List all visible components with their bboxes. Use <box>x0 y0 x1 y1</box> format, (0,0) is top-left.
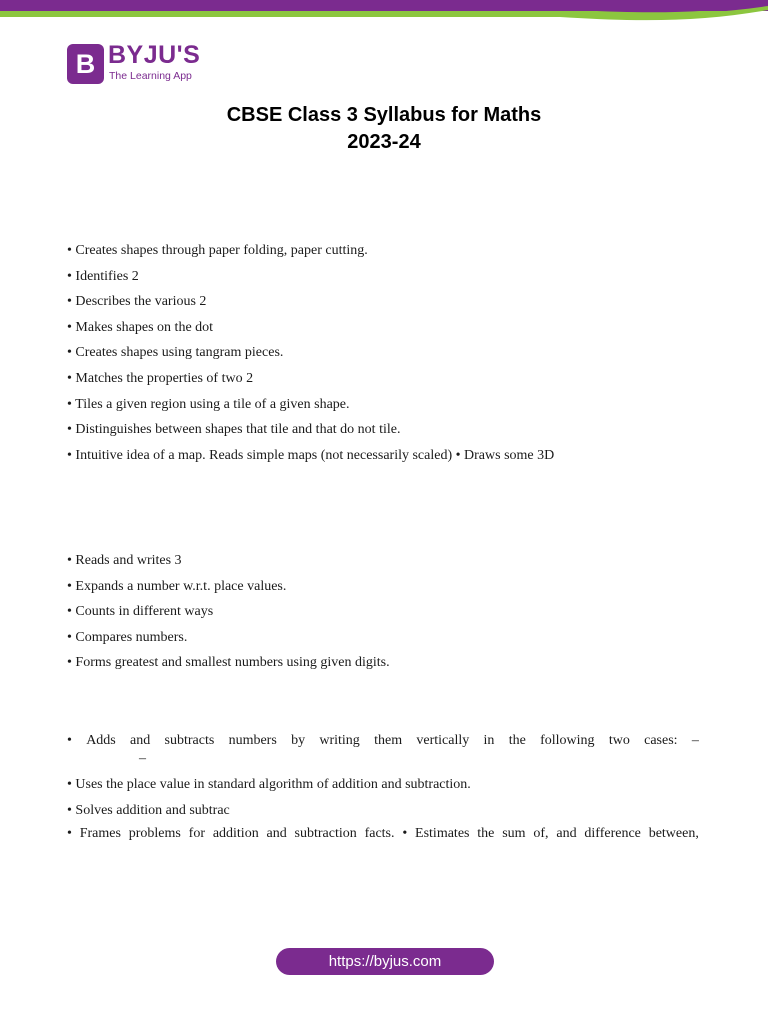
word: numbers <box>228 733 277 748</box>
list-item: • Creates shapes using tangram pieces. <box>67 345 284 361</box>
word: Frames <box>79 826 121 841</box>
word: problems <box>128 826 181 841</box>
list-item: • Creates shapes through paper folding, paper cutting. <box>67 243 368 258</box>
list-item: • Describes the various 2 <box>67 294 207 310</box>
list-item: • Identifies 2 <box>67 268 139 284</box>
header-decorative-band <box>0 0 768 28</box>
word: writing <box>319 733 360 748</box>
footer-website-link[interactable] <box>276 948 494 975</box>
addition-first-line <box>67 731 699 751</box>
word: two <box>608 733 630 748</box>
logo-tagline: The Learning App <box>109 70 192 82</box>
list-item: • Counts in different ways <box>67 604 214 620</box>
page-title-line-1: CBSE Class 3 Syllabus for Maths <box>226 104 542 126</box>
list-item: • Matches the properties of two 2 <box>67 370 254 386</box>
list-item: • Compares numbers. <box>67 629 188 645</box>
word: – <box>691 733 699 748</box>
list-item: • Reads and writes 3 <box>67 553 182 568</box>
word: subtraction <box>294 826 357 841</box>
addition-outcomes-list <box>67 772 471 823</box>
word: for <box>188 826 205 841</box>
page-title <box>0 102 768 156</box>
word: • <box>67 826 72 841</box>
word: in <box>483 733 495 748</box>
word: Adds <box>86 733 116 748</box>
list-item: • Intuitive idea of a map. Reads simple maps (not necessarily scaled) • Draws some 3D <box>67 447 555 463</box>
word: addition <box>212 826 259 841</box>
word: and <box>266 826 287 841</box>
word: and <box>556 826 577 841</box>
word: subtracts <box>164 733 215 748</box>
word: cases: <box>644 733 678 748</box>
word: following <box>540 733 595 748</box>
geometry-outcomes-list <box>67 238 554 468</box>
footer-url-text: https://byjus.com <box>328 953 442 970</box>
logo-mark-letter: B <box>75 48 96 79</box>
list-item: • Uses the place value in standard algorithm of addition and subtraction. <box>67 777 471 792</box>
logo-wordmark: BYJU'S <box>108 41 201 69</box>
word: difference <box>584 826 641 841</box>
list-item: • Makes shapes on the dot <box>67 319 214 335</box>
list-item: • Expands a number w.r.t. place values. <box>67 578 287 594</box>
addition-last-line <box>67 824 699 844</box>
word: and <box>130 733 151 748</box>
addition-dash: – <box>139 751 146 766</box>
list-item: • Tiles a given region using a tile of a given shape. <box>67 396 350 412</box>
byjus-logo <box>67 41 247 86</box>
word: vertically <box>416 733 470 748</box>
numbers-outcomes-list <box>67 548 390 676</box>
word: by <box>291 733 306 748</box>
list-item: • Solves addition and subtrac <box>67 802 230 818</box>
list-item: • Forms greatest and smallest numbers using given digits. <box>67 655 390 671</box>
page-title-line-2: 2023-24 <box>347 131 421 153</box>
word: of, <box>533 826 549 841</box>
word: sum <box>502 826 526 841</box>
word: them <box>374 733 403 748</box>
word: facts. <box>364 826 395 841</box>
list-item: • Distinguishes between shapes that tile and that do not tile. <box>67 422 401 438</box>
word: the <box>477 826 495 841</box>
word: the <box>508 733 526 748</box>
word: • <box>402 826 408 841</box>
word: Estimates <box>415 826 470 841</box>
word: between, <box>648 826 699 841</box>
word: • <box>67 733 72 748</box>
